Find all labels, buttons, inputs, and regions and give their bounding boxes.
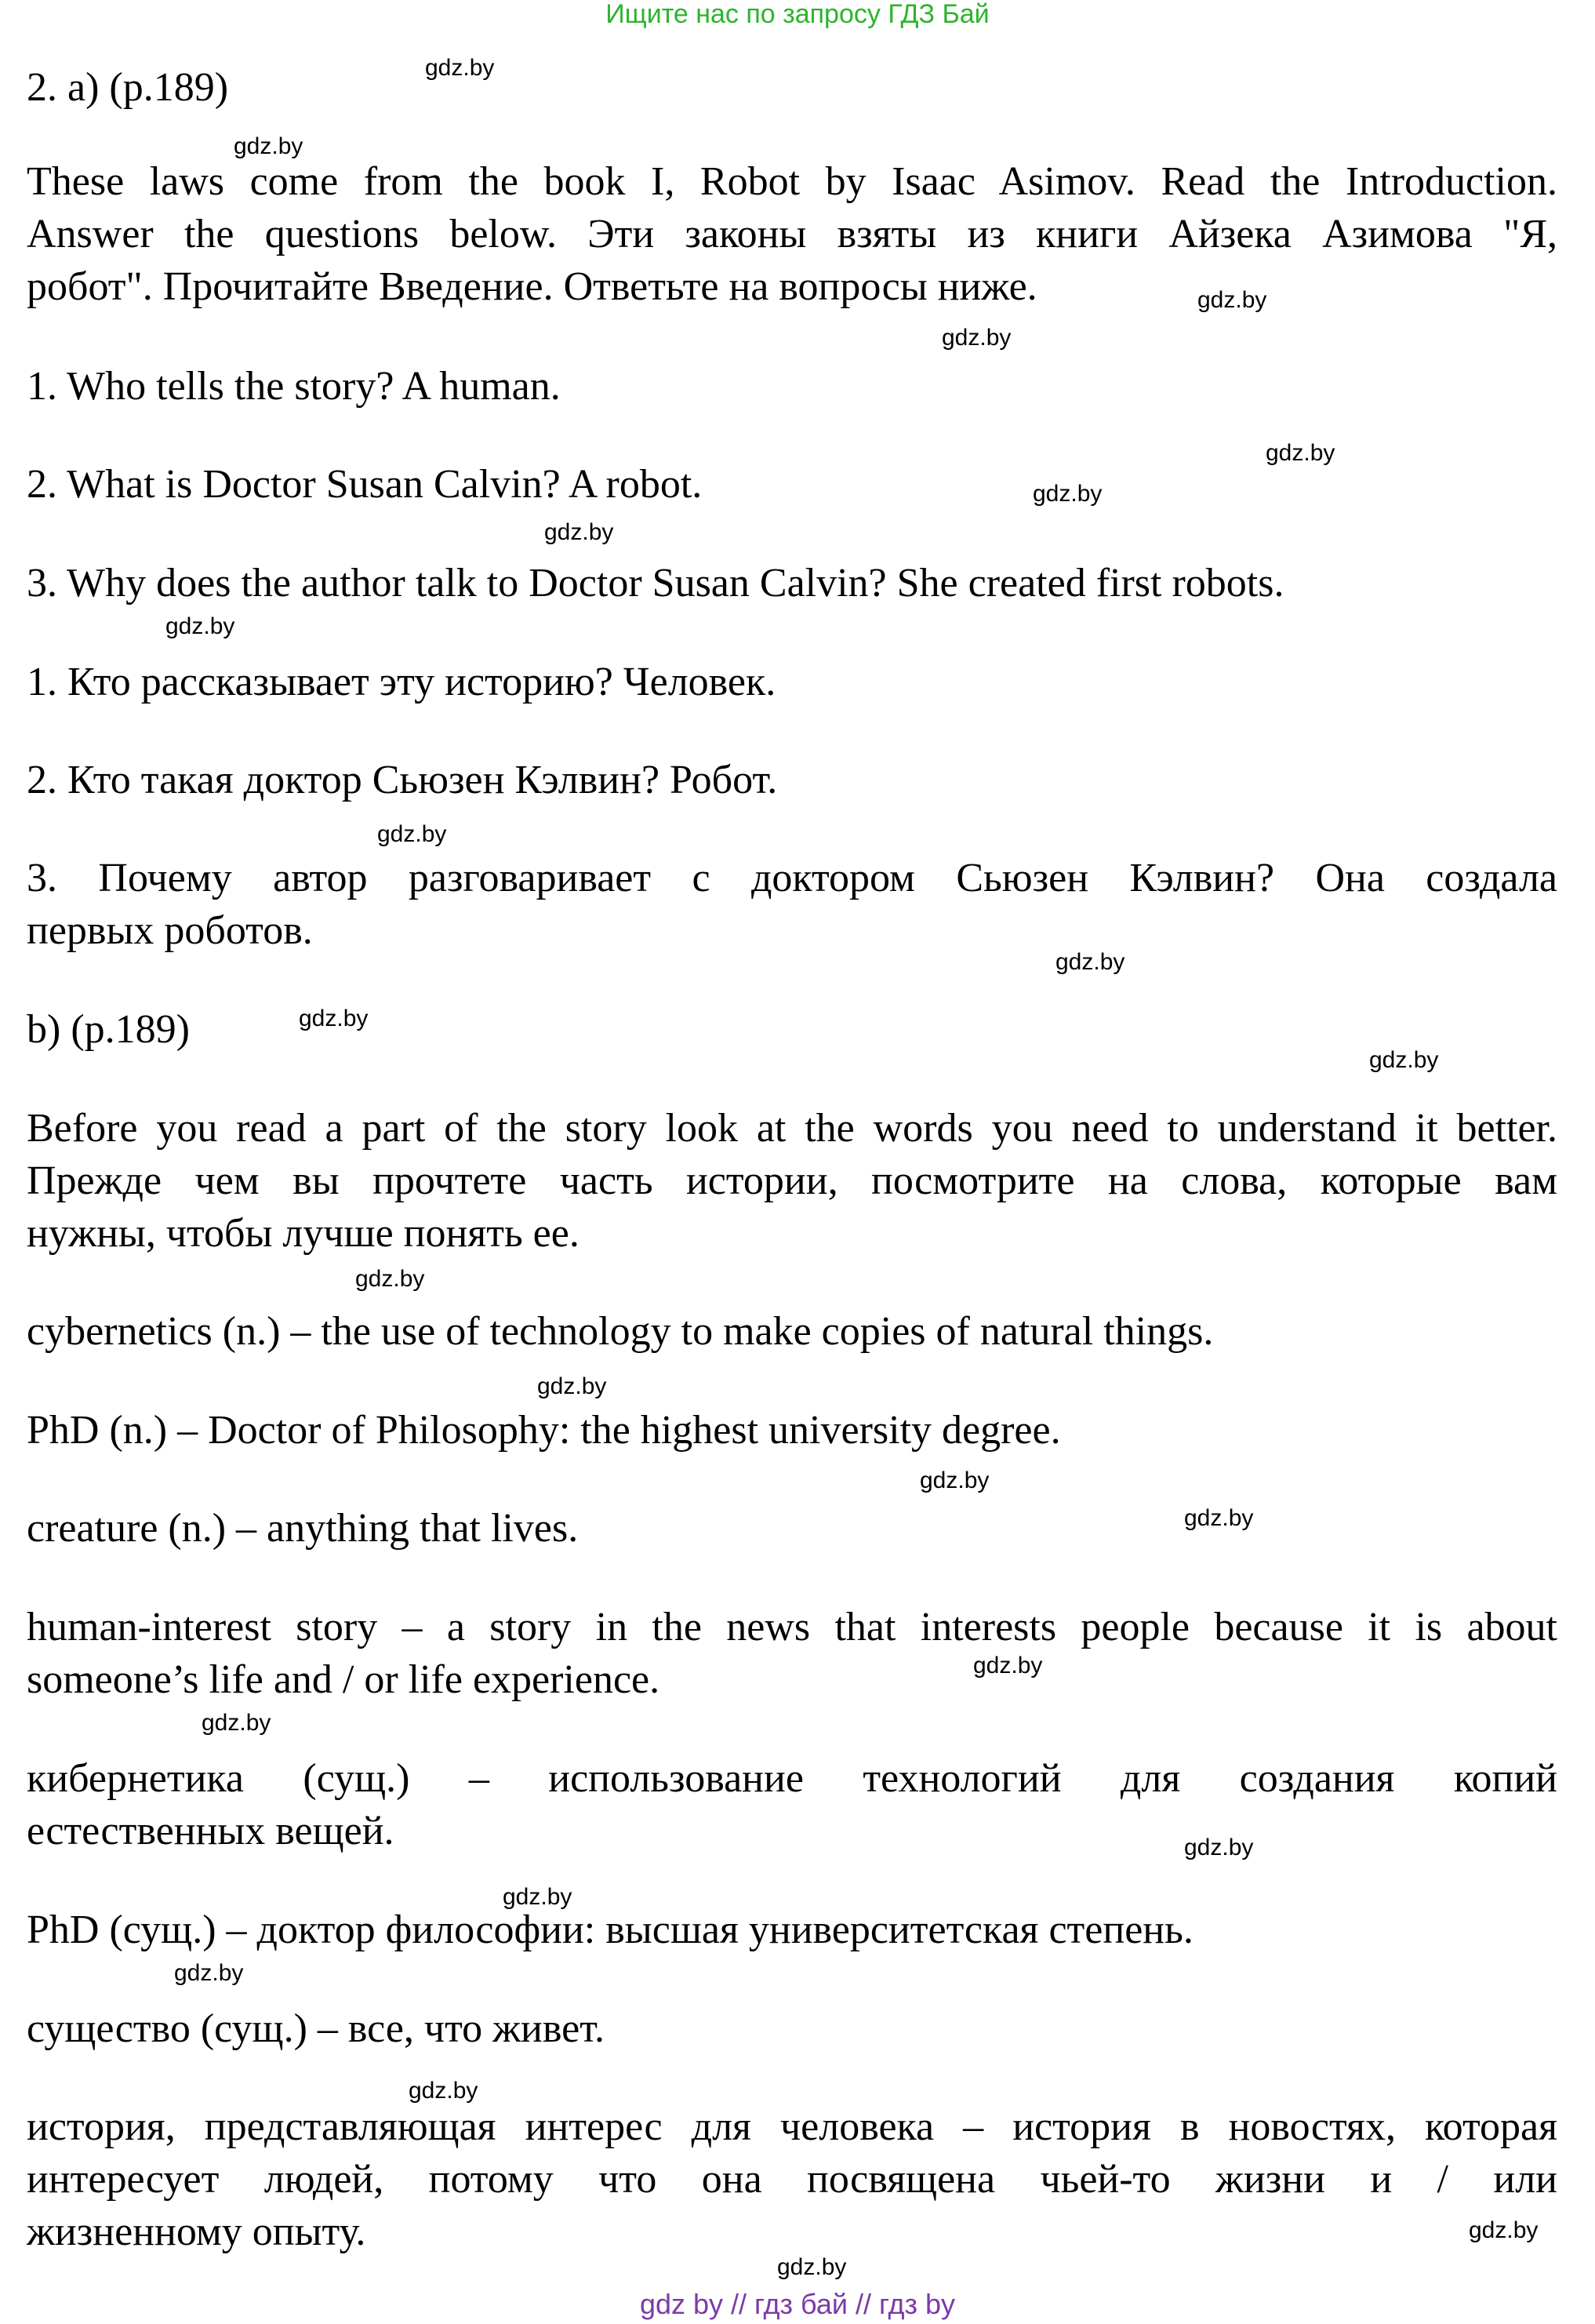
watermark: gdz.by	[777, 2254, 847, 2280]
answer-ru-text: 2. Кто такая доктор Сьюзен Кэлвин? Робот.	[27, 758, 778, 802]
glossary-en-3	[27, 1502, 1557, 1555]
watermark: gdz.by	[1184, 1505, 1254, 1531]
heading-a-text: 2. a) (p.189)	[27, 65, 229, 110]
watermark: gdz.by	[920, 1468, 990, 1493]
glossary-en-2	[27, 1404, 1557, 1457]
watermark: gdz.by	[202, 1710, 271, 1736]
task-a	[27, 155, 1557, 313]
watermark: gdz.by	[174, 1960, 244, 1986]
glossary-en-1	[27, 1305, 1557, 1358]
glossary-en-text: PhD (n.) – Doctor of Philosophy: the highest university degree.	[27, 1408, 1061, 1453]
watermark: gdz.by	[1055, 949, 1125, 975]
task-b-line: Before you read a part of the story look at the words you need to understand it better.	[27, 1106, 1557, 1151]
answer-ru-3	[27, 852, 1557, 957]
task-b-line: нужны, чтобы лучше понять ее.	[27, 1211, 580, 1256]
watermark: gdz.by	[503, 1884, 572, 1910]
watermark: gdz.by	[377, 821, 447, 847]
glossary-ru-text: существо (сущ.) – все, что живет.	[27, 2006, 605, 2051]
answer-ru-text: первых роботов.	[27, 908, 313, 953]
answer-en-text: 3. Why does the author talk to Doctor Susan Calvin? She created first robots.	[27, 561, 1284, 606]
glossary-ru-3	[27, 2002, 1557, 2055]
heading-b	[27, 1003, 1557, 1056]
glossary-en-text: cybernetics (n.) – the use of technology to make copies of natural things.	[27, 1309, 1214, 1354]
watermark: gdz.by	[1033, 481, 1103, 507]
answer-ru-text: 3. Почему автор разговаривает с доктором Сьюзен Кэлвин? Она создала	[27, 856, 1557, 900]
watermark: gdz.by	[409, 2078, 478, 2104]
task-a-line: Answer the questions below. Эти законы взяты из книги Айзека Азимова "Я,	[27, 212, 1557, 256]
task-b-line: Прежде чем вы прочтете часть истории, посмотрите на слова, которые вам	[27, 1158, 1557, 1203]
glossary-ru-text: жизненному опыту.	[27, 2209, 366, 2254]
watermark: gdz.by	[165, 613, 235, 639]
glossary-ru-text: история, представляющая интерес для человека – история в новостях, которая	[27, 2104, 1557, 2149]
watermark: gdz.by	[425, 55, 495, 81]
answer-en-2	[27, 458, 1557, 511]
watermark: gdz.by	[355, 1266, 425, 1292]
glossary-ru-text: PhD (сущ.) – доктор философии: высшая университетская степень.	[27, 1908, 1194, 1952]
answer-ru-2	[27, 754, 1557, 806]
watermark: gdz.by	[973, 1653, 1043, 1678]
glossary-ru-2	[27, 1904, 1557, 1956]
task-a-line: These laws come from the book I, Robot by Isaac Asimov. Read the Introduction.	[27, 159, 1557, 204]
answer-en-text: 2. What is Doctor Susan Calvin? A robot.	[27, 462, 703, 507]
watermark: gdz.by	[1197, 287, 1267, 313]
watermark: gdz.by	[234, 133, 303, 159]
answer-en-1	[27, 360, 1557, 413]
task-a-line: робот". Прочитайте Введение. Ответьте на вопросы ниже.	[27, 264, 1037, 309]
glossary-en-text: creature (n.) – anything that lives.	[27, 1506, 579, 1551]
glossary-en-text: someone’s life and / or life experience.	[27, 1657, 660, 1702]
watermark: gdz.by	[544, 519, 614, 545]
glossary-ru-text: естественных вещей.	[27, 1809, 394, 1853]
footer-links: gdz by // гдз бай // гдз by	[639, 2288, 956, 2320]
answer-ru-1	[27, 656, 1557, 708]
task-b	[27, 1102, 1557, 1260]
heading-b-text: b) (p.189)	[27, 1007, 190, 1052]
heading-a	[27, 61, 1557, 114]
watermark: gdz.by	[537, 1373, 607, 1399]
watermark: gdz.by	[1184, 1835, 1254, 1860]
glossary-ru-text: интересует людей, потому что она посвящена чьей-то жизни и / или	[27, 2157, 1557, 2202]
watermark: gdz.by	[942, 325, 1012, 351]
watermark: gdz.by	[1369, 1047, 1439, 1073]
glossary-ru-1	[27, 1752, 1557, 1857]
watermark: gdz.by	[1469, 2217, 1539, 2243]
glossary-en-4	[27, 1601, 1557, 1706]
glossary-en-text: human-interest story – a story in the news that interests people because it is about	[27, 1605, 1557, 1649]
answer-en-3	[27, 557, 1557, 609]
watermark: gdz.by	[1266, 440, 1335, 466]
answer-ru-text: 1. Кто рассказывает эту историю? Человек.	[27, 660, 776, 704]
watermark: gdz.by	[299, 1006, 369, 1031]
answer-en-text: 1. Who tells the story? A human.	[27, 364, 561, 409]
top-banner: Ищите нас по запросу ГДЗ Бай	[605, 0, 990, 29]
glossary-ru-text: кибернетика (сущ.) – использование технологий для создания копий	[27, 1756, 1557, 1801]
glossary-ru-4	[27, 2100, 1557, 2258]
